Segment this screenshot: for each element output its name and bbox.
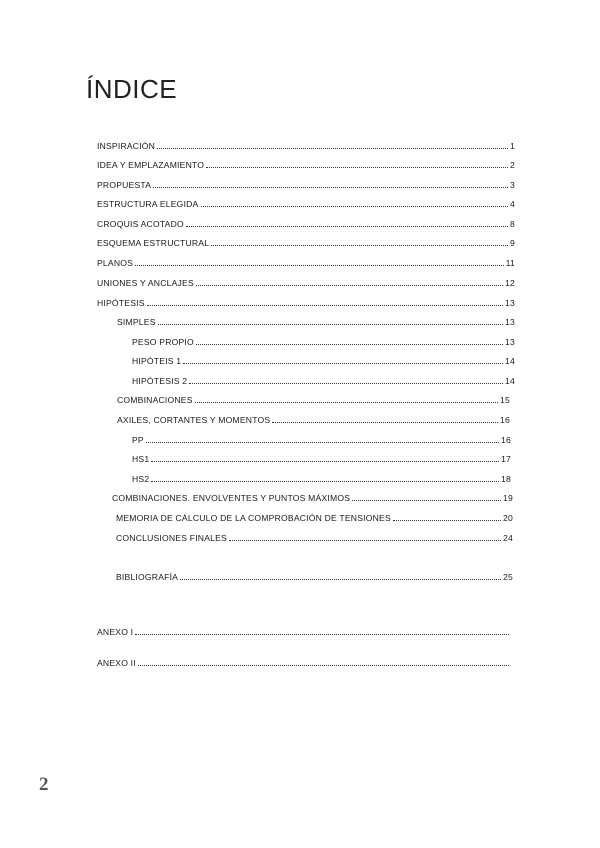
toc-entry-hs1[interactable] <box>132 451 511 465</box>
dot-leader <box>135 264 504 266</box>
page-title: ÍNDICE <box>86 74 178 104</box>
toc-entry-uniones-anclajes[interactable] <box>97 275 515 289</box>
toc-entry-croquis-acotado[interactable] <box>97 216 515 230</box>
toc-entry-bibliografia[interactable] <box>116 569 513 583</box>
toc-entry-page: 19 <box>503 493 513 503</box>
toc-entry-page: 16 <box>500 415 510 425</box>
toc-entry-label: HIPÓTESIS <box>97 298 145 308</box>
toc-entry-page: 16 <box>501 435 511 445</box>
dot-leader <box>151 480 499 482</box>
toc-entry-label: MEMORIA DE CÁLCULO DE LA COMPROBACIÓN DE TENSIONES <box>116 513 391 523</box>
dot-leader <box>180 578 501 580</box>
toc-entry-label: COMBINACIONES <box>117 395 193 405</box>
toc-entry-page: 24 <box>503 533 513 543</box>
toc-entry-label: CONCLUSIONES FINALES <box>116 533 227 543</box>
toc-entry-anexo-i[interactable] <box>97 624 511 638</box>
dot-leader <box>189 382 503 384</box>
toc-entry-inspiracion[interactable] <box>97 138 515 152</box>
dot-leader <box>151 460 499 462</box>
toc-entry-label: SIMPLES <box>117 317 156 327</box>
toc-entry-page: 4 <box>510 199 515 209</box>
toc-entry-label: UNIONES Y ANCLAJES <box>97 278 194 288</box>
toc-entry-anexo-ii[interactable] <box>97 655 511 669</box>
toc-entry-pp[interactable] <box>132 432 511 446</box>
toc-entry-label: PP <box>132 435 144 445</box>
toc-entry-conclusiones-finales[interactable] <box>116 530 513 544</box>
toc-entry-label: ANEXO I <box>97 627 134 637</box>
toc-entry-page: 13 <box>505 298 515 308</box>
dot-leader <box>211 244 508 246</box>
toc-entry-page: 17 <box>501 454 511 464</box>
dot-leader <box>206 166 508 168</box>
dot-leader <box>158 323 503 325</box>
toc-entry-page: 1 <box>510 141 515 151</box>
toc-entry-hs2[interactable] <box>132 471 511 485</box>
toc-entry-esquema-estructural[interactable] <box>97 235 515 249</box>
toc-entry-combinaciones[interactable] <box>117 392 510 406</box>
toc-entry-propuesta[interactable] <box>97 177 515 191</box>
toc-entry-label: COMBINACIONES. ENVOLVENTES Y PUNTOS MÁXIMOS <box>112 493 351 503</box>
toc-entry-label: HIPÓTEIS 1 <box>132 356 182 366</box>
toc-entry-page: 20 <box>503 513 513 523</box>
toc-entry-simples[interactable] <box>117 314 515 328</box>
toc-entry-label: ESQUEMA ESTRUCTURAL <box>97 238 210 248</box>
toc-entry-page: 8 <box>510 219 515 229</box>
toc-entry-planos[interactable] <box>97 255 515 269</box>
toc-entry-idea-emplazamiento[interactable] <box>97 157 515 171</box>
dot-leader <box>196 343 503 345</box>
dot-leader <box>272 421 498 423</box>
dot-leader <box>229 539 501 541</box>
toc-entry-page: 2 <box>510 160 515 170</box>
toc-entry-hipotesis-2[interactable] <box>132 373 515 387</box>
toc-entry-hipotesis[interactable] <box>97 295 515 309</box>
toc-entry-label: BIBLIOGRAFÍA <box>116 572 179 582</box>
dot-leader <box>195 401 498 403</box>
toc-entry-hipoteis-1[interactable] <box>132 353 515 367</box>
toc-entry-label: CROQUIS ACOTADO <box>97 219 184 229</box>
dot-leader <box>147 304 503 306</box>
dot-leader <box>135 633 509 635</box>
dot-leader <box>153 186 508 188</box>
dot-leader <box>201 205 509 207</box>
dot-leader <box>183 362 503 364</box>
dot-leader <box>157 147 508 149</box>
toc-entry-page: 13 <box>505 317 515 327</box>
toc-entry-peso-propio[interactable] <box>132 334 515 348</box>
page-number: 2 <box>39 774 49 795</box>
toc-entry-label: PLANOS <box>97 258 134 268</box>
toc-entry-page: 14 <box>505 376 515 386</box>
toc-entry-label: PESO PROPIO <box>132 337 194 347</box>
toc-entry-memoria-calculo[interactable] <box>116 510 513 524</box>
dot-leader <box>146 441 499 443</box>
toc-entry-axiles-cortantes-momentos[interactable] <box>117 412 510 426</box>
toc-entry-page: 3 <box>510 180 515 190</box>
toc-entry-page: 9 <box>510 238 515 248</box>
toc-entry-page: 12 <box>505 278 515 288</box>
toc-entry-label: PROPUESTA <box>97 180 152 190</box>
dot-leader <box>393 519 501 521</box>
toc-entry-label: HS1 <box>132 454 150 464</box>
toc-entry-page: 18 <box>501 474 511 484</box>
toc-entry-label: INSPIRACIÓN <box>97 141 156 151</box>
toc-entry-label: HIPÓTESIS 2 <box>132 376 188 386</box>
toc-entry-combinaciones-envolventes[interactable] <box>112 490 513 504</box>
toc-entry-page: 11 <box>505 258 515 268</box>
toc-entry-label: IDEA Y EMPLAZAMIENTO <box>97 160 205 170</box>
toc-entry-label: AXILES, CORTANTES Y MOMENTOS <box>117 415 271 425</box>
toc-entry-page: 14 <box>505 356 515 366</box>
toc-entry-page: 13 <box>505 337 515 347</box>
toc-entry-label: ESTRUCTURA ELEGIDA <box>97 199 199 209</box>
dot-leader <box>196 284 503 286</box>
toc-entry-page: 25 <box>503 572 513 582</box>
toc-entry-estructura-elegida[interactable] <box>97 196 515 210</box>
dot-leader <box>186 225 508 227</box>
dot-leader <box>138 664 509 666</box>
toc-entry-label: ANEXO II <box>97 658 136 668</box>
toc-entry-page: 15 <box>500 395 510 405</box>
dot-leader <box>352 499 501 501</box>
toc-entry-label: HS2 <box>132 474 150 484</box>
